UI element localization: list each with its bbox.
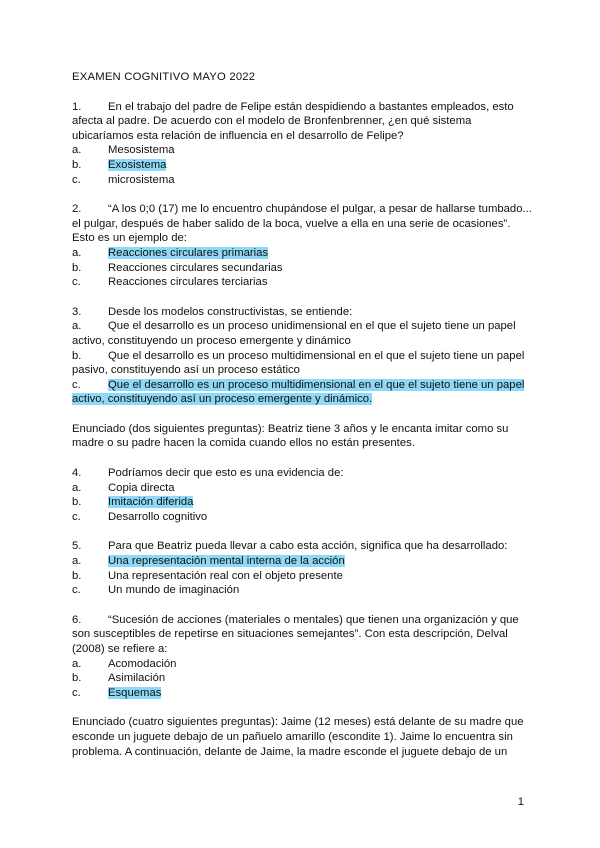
question-1-option-b <box>72 158 532 173</box>
highlighted-answer: Una representación mental interna de la acción <box>108 555 345 568</box>
question-1-option-a <box>72 143 532 158</box>
option-label: b. <box>72 672 82 685</box>
question-5 <box>72 539 532 597</box>
enunciado-2: Enunciado (cuatro siguientes preguntas): Jaime (12 meses) está delante de su madre que esconde un juguete debajo de un pañuelo amarillo (escondite 1). Jaime lo encuentra sin problema. A continuación, delante de Jaime, la madre esconde el juguete debajo de un <box>72 716 524 758</box>
highlighted-answer: Que el desarrollo es un proceso multidimensional en el que el sujeto tiene un papel <box>108 378 525 391</box>
option-label: b. <box>72 349 82 362</box>
page-number: 1 <box>517 796 524 808</box>
option-label: c. <box>72 510 81 523</box>
option-label: a. <box>72 246 82 259</box>
question-5-stem <box>72 539 532 554</box>
option-text: Acomodación <box>108 657 177 670</box>
option-text: Una representación real con el objeto presente <box>108 569 343 582</box>
option-text: Desarrollo cognitivo <box>108 510 208 523</box>
question-3-stem <box>72 305 532 320</box>
highlighted-answer: Exosistema <box>108 158 167 171</box>
enunciado-1: Enunciado (dos siguientes preguntas): Beatriz tiene 3 años y le encanta imitar como su madre o su padre hacen la comida cuando ellos no están presentes. <box>72 422 509 450</box>
option-text-rest: pasivo, constituyendo así un proceso estático <box>72 364 300 377</box>
highlighted-answer: Esquemas <box>108 686 162 699</box>
question-1-number: 1. <box>72 100 82 113</box>
option-text: Un mundo de imaginación <box>108 584 240 597</box>
question-3-option-a <box>72 319 532 348</box>
question-5-option-c <box>72 583 532 598</box>
question-6-option-b <box>72 671 532 686</box>
question-1-stem <box>72 100 532 144</box>
question-3-option-c <box>72 378 532 407</box>
highlighted-answer-rest: activo, constituyendo así un proceso emergente y dinámico. <box>72 393 373 406</box>
question-6-stem <box>72 613 532 657</box>
question-2-stem-rest: el pulgar, después de haber salido de la boca, vuelve a ella en una serie de ocasiones”. Esto es un ejemplo de: <box>72 217 511 245</box>
question-2-option-b <box>72 261 532 276</box>
question-6-option-a <box>72 657 532 672</box>
question-3 <box>72 305 532 407</box>
question-6-stem-first: “Sucesión de acciones (materiales o mentales) que tienen una organización y que <box>108 613 519 626</box>
question-1-option-c <box>72 173 532 188</box>
option-text: microsistema <box>108 173 175 186</box>
option-label: a. <box>72 657 82 670</box>
question-4-option-c <box>72 510 532 525</box>
question-2-option-c <box>72 275 532 290</box>
option-text: Reacciones circulares secundarias <box>108 261 283 274</box>
question-4-stem-first: Podríamos decir que esto es una evidencia de: <box>108 467 344 480</box>
option-label: c. <box>72 686 81 699</box>
question-1-stem-first: En el trabajo del padre de Felipe están despidiendo a bastantes empleados, esto <box>108 100 514 113</box>
exam-title: EXAMEN COGNITIVO MAYO 2022 <box>72 71 256 83</box>
question-5-number: 5. <box>72 540 82 553</box>
highlighted-answer: Reacciones circulares primarias <box>108 246 269 259</box>
question-2-stem-first: “A los 0;0 (17) me lo encuentro chupándose el pulgar, a pesar de hallarse tumbado... <box>108 203 532 216</box>
question-3-stem-first: Desde los modelos constructivistas, se entiende: <box>108 305 353 318</box>
question-4-number: 4. <box>72 467 82 480</box>
option-label: a. <box>72 555 82 568</box>
option-label: b. <box>72 569 82 582</box>
question-4-stem <box>72 466 532 481</box>
option-label: c. <box>72 276 81 289</box>
question-6-option-c <box>72 686 532 701</box>
question-2 <box>72 202 532 290</box>
option-text: Que el desarrollo es un proceso multidimensional en el que el sujeto tiene un papel <box>108 349 525 362</box>
question-5-option-b <box>72 569 532 584</box>
question-4 <box>72 466 532 524</box>
question-3-option-b <box>72 349 532 378</box>
option-label: a. <box>72 144 82 157</box>
option-text-rest: activo, constituyendo un proceso emergente y dinámico <box>72 334 351 347</box>
question-1-stem-rest: afecta al padre. De acuerdo con el modelo de Bronfenbrenner, ¿en qué sistema ubicaríamos esta relación de influencia en el desarrollo de Felipe? <box>72 115 472 142</box>
option-label: b. <box>72 261 82 274</box>
question-4-option-b <box>72 495 532 510</box>
question-4-option-a <box>72 481 532 496</box>
option-label: a. <box>72 481 82 494</box>
question-3-number: 3. <box>72 305 82 318</box>
question-6-number: 6. <box>72 613 82 626</box>
option-text: Copia directa <box>108 481 175 494</box>
option-text: Asimilación <box>108 672 166 685</box>
option-label: b. <box>72 158 82 171</box>
question-1 <box>72 100 532 188</box>
highlighted-answer: Imitación diferida <box>108 496 194 509</box>
option-label: c. <box>72 378 81 391</box>
question-2-number: 2. <box>72 203 82 216</box>
question-2-option-a <box>72 246 532 261</box>
option-label: a. <box>72 320 82 333</box>
page-content <box>72 70 532 774</box>
option-text: Que el desarrollo es un proceso unidimensional en el que el sujeto tiene un papel <box>108 320 516 333</box>
option-text: Reacciones circulares terciarias <box>108 276 268 289</box>
option-label: c. <box>72 584 81 597</box>
question-5-stem-first: Para que Beatriz pueda llevar a cabo esta acción, significa que ha desarrollado: <box>108 540 508 553</box>
option-label: b. <box>72 496 82 509</box>
option-text: Mesosistema <box>108 144 175 157</box>
question-5-option-a <box>72 554 532 569</box>
question-6-stem-rest: son susceptibles de repetirse en situaciones semejantes”. Con esta descripción, Delval (2008) se refiere a: <box>72 628 508 655</box>
question-2-stem <box>72 202 532 246</box>
option-label: c. <box>72 173 81 186</box>
question-6 <box>72 613 532 701</box>
